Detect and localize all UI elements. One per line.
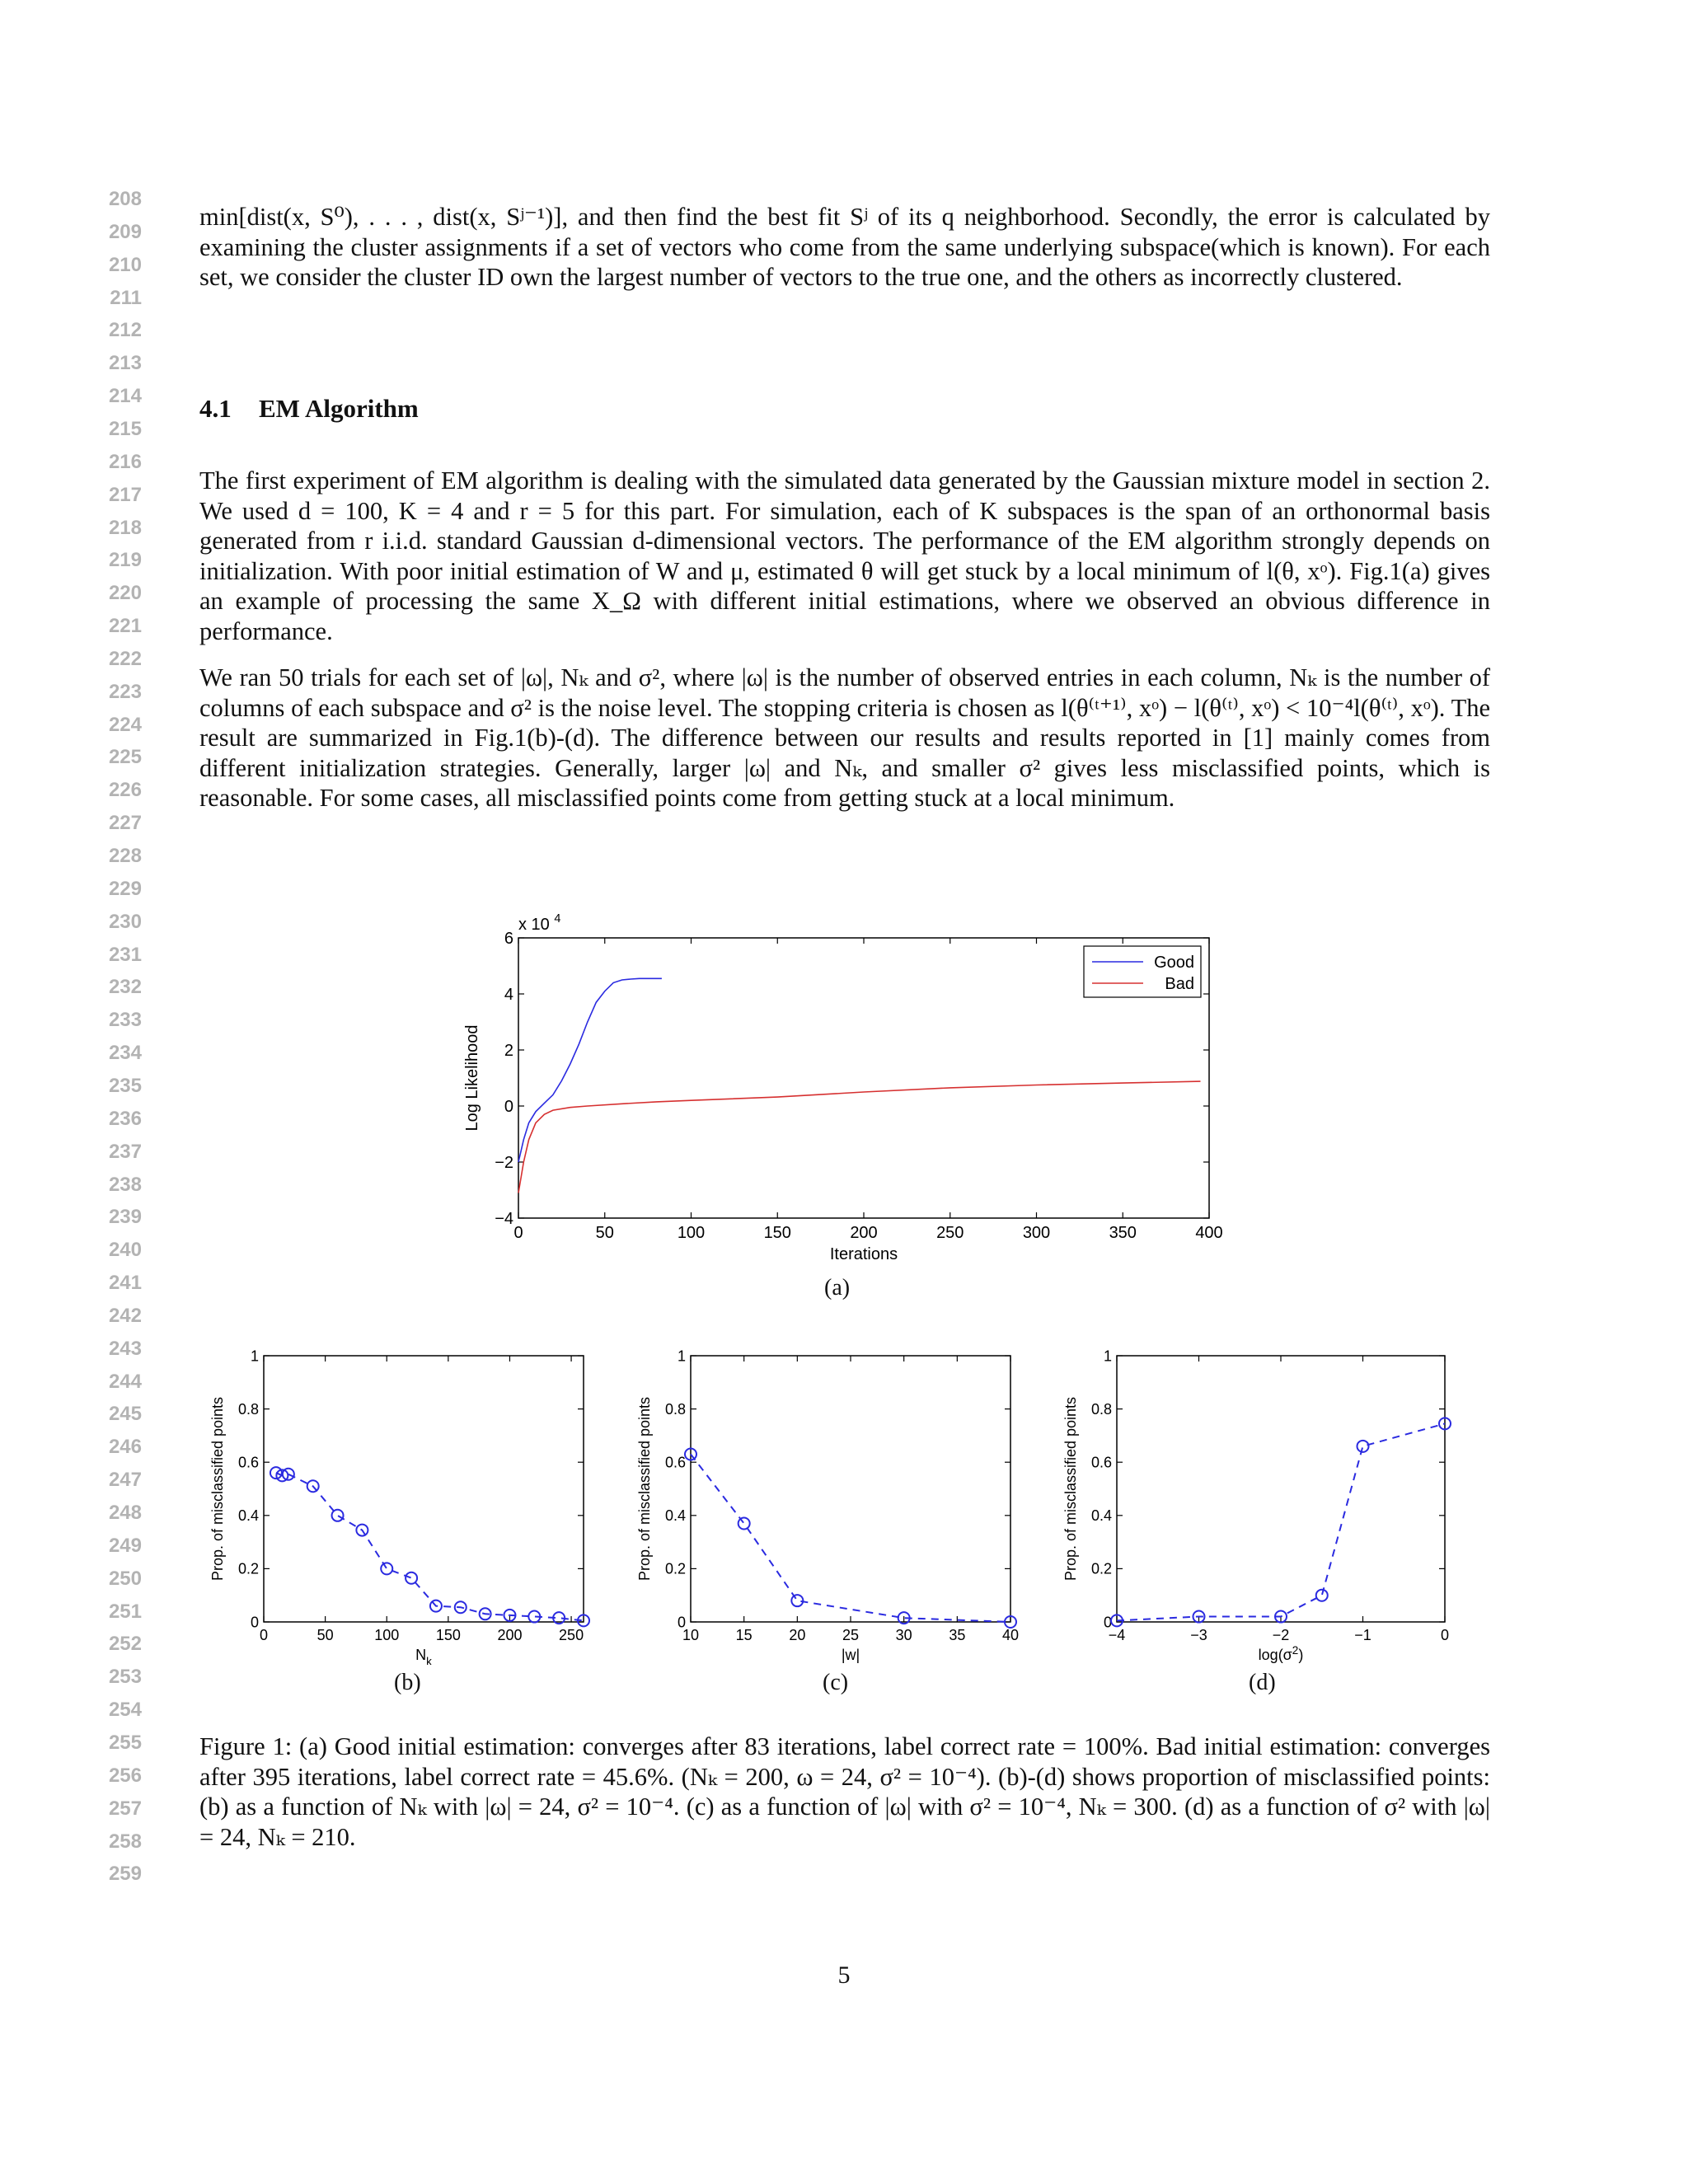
chart-d-sublabel: (d): [1249, 1670, 1276, 1695]
chart-c-sublabel: (c): [823, 1670, 849, 1695]
line-number: 243: [108, 1337, 142, 1360]
x-tick-label: 20: [789, 1627, 806, 1643]
line-number: 212: [108, 319, 142, 342]
x-tick-label: 100: [677, 1224, 706, 1242]
chart-a-sublabel: (a): [824, 1275, 851, 1301]
y-tick-label: 4: [504, 986, 513, 1004]
figure-caption: Figure 1: (a) Good initial estimation: converges after 83 iterations, label correct rate = 100%. Bad initial estimation: converges after 395 iterations, label correct rate = 45.6%. (Nₖ = 200, ω = 24, σ² = 10⁻⁴). (b)-(d) shows proportion of misclassified points: (b) as a function of Nₖ with |ω| = 24, σ² = 10⁻⁴. (c) as a function of |ω| with σ² = 10⁻⁴, Nₖ = 300. (d) as a function of σ² with |ω| = 24, Nₖ = 210.: [199, 1732, 1490, 1851]
x-axis-label: $\log(\sigma^2)$: [1258, 1643, 1304, 1663]
line-number: 213: [108, 352, 142, 375]
line-number: 224: [108, 713, 142, 736]
line-number: 255: [108, 1731, 142, 1754]
intro-paragraph: [199, 202, 1490, 293]
line-number: 244: [108, 1370, 142, 1393]
legend-label: Good: [1154, 954, 1194, 972]
y-tick-label: 0.8: [664, 1400, 686, 1418]
y-tick-label: 0.4: [1090, 1507, 1112, 1525]
line-number: 217: [108, 483, 142, 506]
y-tick-label: 0.4: [237, 1507, 259, 1525]
chart-b: [206, 1343, 602, 1665]
section-heading: [199, 394, 419, 424]
line-number: 251: [108, 1600, 142, 1623]
y-tick-label: 0.6: [1090, 1454, 1112, 1471]
chart-d: [1059, 1343, 1471, 1665]
line-number: 237: [108, 1140, 142, 1163]
plot-area: [691, 1356, 1010, 1622]
x-tick-label: 15: [735, 1627, 753, 1643]
x-tick-label: 25: [842, 1627, 860, 1643]
line-number: 223: [108, 680, 142, 703]
line-number: 258: [108, 1830, 142, 1853]
line-number: 228: [108, 845, 142, 867]
line-number: 252: [108, 1633, 142, 1656]
line-number: 219: [108, 549, 142, 572]
x-tick-label: −1: [1354, 1627, 1372, 1643]
y-tick-label: 0.8: [237, 1400, 259, 1418]
line-number: 240: [108, 1239, 142, 1262]
y-tick-label: −2: [495, 1154, 513, 1172]
x-tick-label: 10: [682, 1627, 700, 1643]
y-multiplier: x 10 $^4$: [518, 912, 561, 934]
x-tick-label: 300: [1022, 1224, 1051, 1242]
y-axis-label: Prop. of misclassified points: [636, 1396, 653, 1582]
paragraph-2: [199, 663, 1490, 813]
y-axis-label: Prop. of misclassified points: [209, 1396, 226, 1582]
line-number: 215: [108, 417, 142, 440]
line-number: 247: [108, 1469, 142, 1492]
line-number: 226: [108, 779, 142, 802]
line-number: 234: [108, 1042, 142, 1065]
x-tick-label: 50: [595, 1224, 614, 1242]
line-number: 214: [108, 385, 142, 408]
x-tick-label: 40: [1001, 1627, 1020, 1643]
line-number: 249: [108, 1534, 142, 1557]
x-tick-label: 250: [559, 1627, 584, 1643]
line-number: 256: [108, 1764, 142, 1787]
chart-a: [453, 907, 1236, 1269]
line-number: 229: [108, 877, 142, 900]
y-tick-label: 0: [250, 1614, 259, 1631]
paragraph-1-text: The first experiment of EM algorithm is dealing with the simulated data generated by the Gaussian mixture model in section 2. We used d = 100, K = 4 and r = 5 for this part. For simulation, each of K subspaces is the span of an orthonormal basis generated from r i.i.d. standard Gaussian d-dimensional vectors. The performance of the EM algorithm strongly depends on initialization. With poor initial estimation of W and μ, estimated θ will get stuck by a local minimum of l(θ, xᵒ). Fig.1(a) gives an example of processing the same X_Ω with different initial estimations, where we observed an obvious difference in performance.: [199, 466, 1490, 645]
y-tick-label: 0.2: [664, 1560, 686, 1577]
x-axis-label: $N_k$: [415, 1647, 432, 1665]
line-number: 227: [108, 812, 142, 835]
line-number: 239: [108, 1206, 142, 1229]
line-number: 233: [108, 1009, 142, 1032]
line-number: 208: [108, 188, 142, 210]
line-number: 245: [108, 1403, 142, 1426]
y-tick-label: 2: [504, 1042, 513, 1060]
y-tick-label: 0: [504, 1098, 513, 1116]
x-tick-label: 100: [374, 1627, 400, 1643]
line-number: 257: [108, 1797, 142, 1820]
intro-text: min[dist(x, S⁰), . . . , dist(x, Sʲ⁻¹)], and then find the best fit Sʲ of its q neighborhood. Secondly, the error is calculated by examining the cluster assignments if a set of vectors who come from the same underlying subspace(which is known). For each set, we consider the cluster ID own the largest number of vectors to the true one, and the others as incorrectly clustered.: [199, 203, 1490, 291]
x-axis-label: |w|: [841, 1647, 860, 1663]
x-tick-label: 150: [763, 1224, 791, 1242]
x-tick-label: −2: [1272, 1627, 1290, 1643]
line-number: 259: [108, 1863, 142, 1886]
line-number: 235: [108, 1074, 142, 1097]
y-tick-label: 0: [677, 1614, 686, 1631]
x-tick-label: −4: [1108, 1627, 1126, 1643]
line-number: 230: [108, 910, 142, 933]
y-axis-label: Prop. of misclassified points: [1062, 1396, 1079, 1582]
y-tick-label: 0.2: [237, 1560, 259, 1577]
line-number: 248: [108, 1502, 142, 1524]
y-tick-label: 0.8: [1090, 1400, 1112, 1418]
line-number: 216: [108, 450, 142, 473]
line-number: 218: [108, 516, 142, 539]
paragraph-1: [199, 466, 1490, 646]
line-number: 220: [108, 582, 142, 605]
y-tick-label: −4: [495, 1210, 513, 1228]
y-tick-label: 1: [677, 1347, 686, 1365]
x-tick-label: 350: [1109, 1224, 1137, 1242]
x-tick-label: 200: [850, 1224, 878, 1242]
x-tick-label: 35: [949, 1627, 966, 1643]
x-tick-label: 50: [316, 1627, 334, 1643]
x-tick-label: 400: [1195, 1224, 1223, 1242]
chart-c: [633, 1343, 1029, 1665]
line-number: 253: [108, 1666, 142, 1689]
x-tick-label: 250: [936, 1224, 964, 1242]
x-tick-label: 30: [895, 1627, 912, 1643]
line-number: 209: [108, 220, 142, 243]
legend-label: Bad: [1165, 975, 1194, 993]
y-tick-label: 0.2: [1090, 1560, 1112, 1577]
y-tick-label: 0.6: [237, 1454, 259, 1471]
chart-b-sublabel: (b): [394, 1670, 421, 1695]
x-tick-label: −3: [1190, 1627, 1207, 1643]
page-number: 5: [837, 1961, 851, 1989]
line-number: 238: [108, 1173, 142, 1196]
section-title: EM Algorithm: [259, 394, 419, 423]
line-number: 210: [108, 253, 142, 276]
y-tick-label: 6: [504, 930, 513, 948]
line-number: 242: [108, 1304, 142, 1327]
x-tick-label: 0: [513, 1224, 523, 1242]
section-number: 4.1: [199, 394, 232, 423]
line-number: 241: [108, 1272, 142, 1295]
x-tick-label: 0: [259, 1627, 269, 1643]
line-number: 211: [110, 286, 142, 309]
y-tick-label: 1: [1103, 1347, 1112, 1365]
line-number: 221: [108, 615, 142, 638]
x-tick-label: 200: [497, 1627, 523, 1643]
y-axis-label: Log Likelihood: [463, 1024, 481, 1132]
line-number: 232: [108, 976, 142, 999]
plot-area: [264, 1356, 584, 1622]
plot-area: [1117, 1356, 1445, 1622]
y-tick-label: 1: [250, 1347, 259, 1365]
line-number: 222: [108, 647, 142, 670]
x-axis-label: Iterations: [829, 1245, 898, 1263]
line-number: 246: [108, 1436, 142, 1459]
y-tick-label: 0.4: [664, 1507, 686, 1525]
y-tick-label: 0: [1103, 1614, 1112, 1631]
line-number: 250: [108, 1567, 142, 1590]
x-tick-label: 150: [435, 1627, 461, 1643]
paragraph-2-text: We ran 50 trials for each set of |ω|, Nₖ and σ², where |ω| is the number of observed entries in each column, Nₖ is the number of columns of each subspace and σ² is the noise level. The stopping criteria is chosen as l(θ⁽ᵗ⁺¹⁾, xᵒ) − l(θ⁽ᵗ⁾, xᵒ) < 10⁻⁴l(θ⁽ᵗ⁾, xᵒ). The result are summarized in Fig.1(b)-(d). The difference between our results and results reported in [1] mainly comes from different initialization strategies. Generally, larger |ω| and Nₖ, and smaller σ² gives less misclassified points, which is reasonable. For some cases, all misclassified points come from getting stuck at a local minimum.: [199, 663, 1490, 812]
line-number: 231: [108, 943, 142, 966]
line-number: 236: [108, 1107, 142, 1130]
line-number: 254: [108, 1699, 142, 1722]
y-tick-label: 0.6: [664, 1454, 686, 1471]
line-number: 225: [108, 746, 142, 769]
x-tick-label: 0: [1440, 1627, 1450, 1643]
